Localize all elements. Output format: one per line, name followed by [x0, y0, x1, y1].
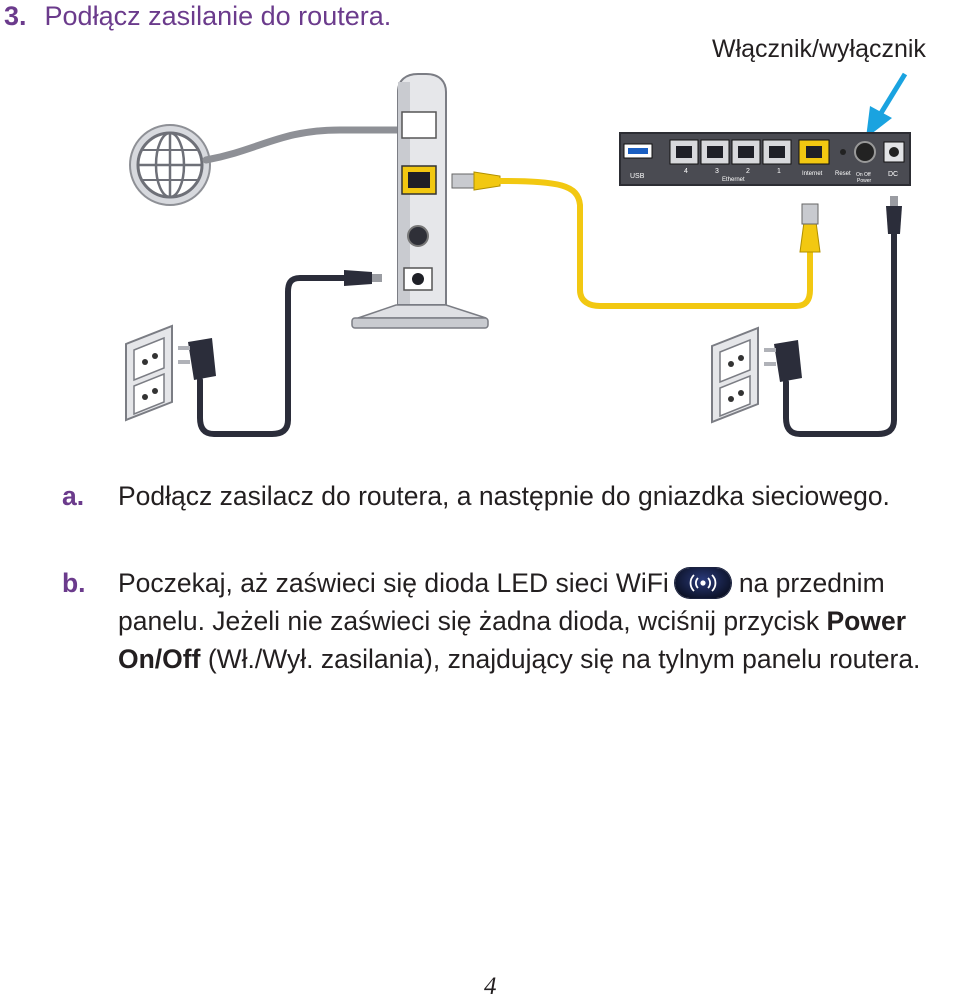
label-reset: Reset: [835, 171, 851, 177]
label-ethernet: Ethernet: [722, 177, 745, 183]
label-port4: 4: [684, 168, 688, 175]
power-cable-left: [178, 270, 382, 434]
section-title: Podłącz zasilanie do routera.: [44, 1, 392, 31]
section-number: 3.: [4, 1, 27, 31]
router-rear-panel: [620, 133, 910, 185]
setup-diagram: [0, 0, 960, 470]
step-a: [62, 477, 922, 515]
label-power: Power: [857, 178, 872, 184]
label-usb: USB: [630, 173, 645, 180]
label-port2: 2: [746, 168, 750, 175]
wall-outlet-right: [712, 328, 758, 422]
power-switch-callout: Włącznik/wyłącznik: [712, 35, 926, 63]
power-cable-right: [764, 196, 902, 434]
power-button-name: Power On/Off: [118, 606, 907, 674]
step-a-letter: a.: [62, 481, 85, 511]
callout-arrow: [866, 74, 905, 138]
step-b-text-2: na przednim panelu. Jeżeli nie zaświeci się żadna dioda, wciśnij przycisk: [118, 568, 885, 636]
globe-icon: [130, 125, 210, 205]
modem-cable: [206, 130, 410, 160]
label-on-off: On Off: [856, 172, 871, 178]
label-dc: DC: [888, 171, 899, 178]
label-port3: 3: [715, 168, 719, 175]
wall-outlet-left: [126, 326, 172, 420]
step-b-letter: b.: [62, 568, 86, 598]
label-port1: 1: [777, 168, 781, 175]
wifi-led-icon: [675, 568, 731, 598]
page-number: 4: [484, 973, 497, 1000]
step-b: [62, 564, 922, 678]
step-b-text-1: Poczekaj, aż zaświeci się dioda LED sieci WiFi: [118, 568, 669, 598]
label-internet: Internet: [802, 171, 823, 177]
step-b-text-3: (Wł./Wył. zasilania), znajdujący się na tylnym panelu routera.: [207, 644, 921, 674]
step-b-body: [118, 564, 922, 678]
router-side-view: [352, 74, 488, 328]
step-a-text: Podłącz zasilacz do routera, a następnie do gniazdka sieciowego.: [118, 481, 890, 511]
ethernet-cable: [452, 172, 820, 306]
